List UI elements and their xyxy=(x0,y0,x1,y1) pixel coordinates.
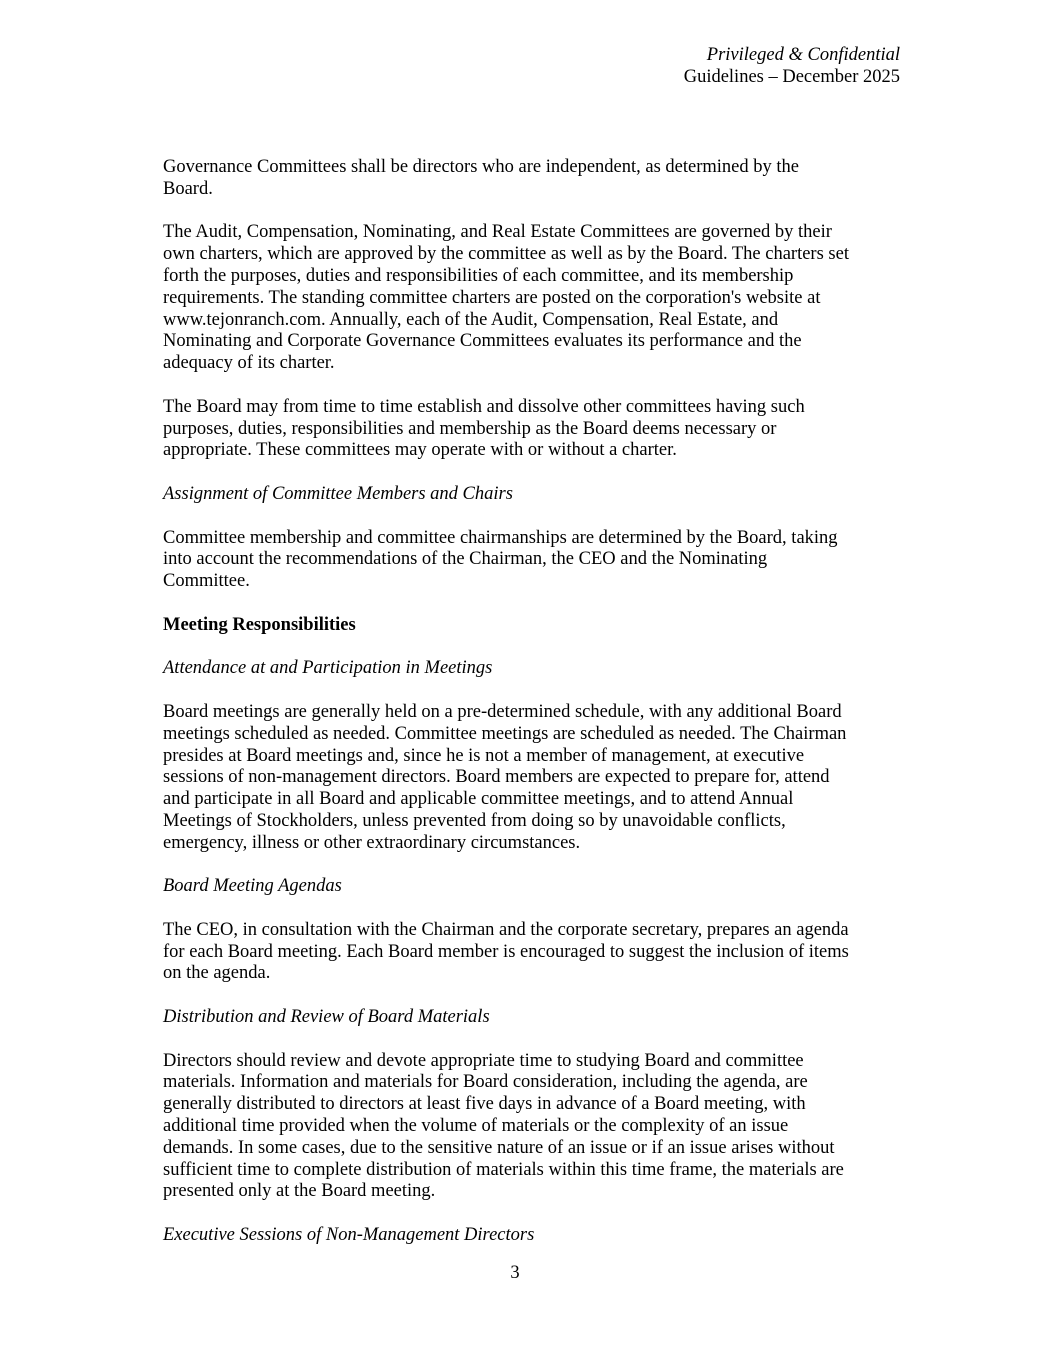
paragraph-board-materials: Directors should review and devote appropriate time to studying Board and committee materials. Information and materials for Board consideration, including the agenda, are generally distributed to directors at least five days in advance of a Board meeting, with additional time provided when the volume of materials or the complexity of an issue demands. In some cases, due to the sensitive nature of an issue or if an issue arises without sufficient time to complete distribution of materials within this time frame, the materials are presented only at the Board meeting. xyxy=(163,1050,844,1202)
confidential-label: Privileged & Confidential xyxy=(706,45,900,65)
document-body xyxy=(163,157,903,1269)
page-number: 3 xyxy=(510,1263,520,1283)
subheading-executive-sessions: Executive Sessions of Non-Management Directors xyxy=(163,1225,535,1246)
subheading-agendas: Board Meeting Agendas xyxy=(163,876,342,897)
section-heading-meeting-responsibilities: Meeting Responsibilities xyxy=(163,614,356,635)
page-header xyxy=(684,44,900,88)
paragraph-committee-charters: The Audit, Compensation, Nominating, and Real Estate Committees are governed by their own charters, which are approved by the committee as well as by the Board. The charters set forth the purposes, duties and responsibilities of each committee, and its membership requirements. The standing committee charters are posted on the corporation's website at www.tejonranch.com. Annually, each of the Audit, Compensation, Real Estate, and Nominating and Corporate Governance Committees evaluates its performance and the adequacy of its charter. xyxy=(163,222,849,374)
guidelines-date: Guidelines – December 2025 xyxy=(683,67,900,87)
paragraph-board-meetings: Board meetings are generally held on a pre-determined schedule, with any additional Board meetings scheduled as needed. Committee meetings are scheduled as needed. The Chairman presides at Board meetings and, since he is not a member of management, at executive sessions of non-management directors. Board members are expected to prepare for, attend and participate in all Board and applicable committee meetings, and to attend Annual Meetings of Stockholders, unless prevented from doing so by unavoidable conflicts, emergency, illness or other extraordinary circumstances. xyxy=(163,701,847,853)
subheading-attendance: Attendance at and Participation in Meetings xyxy=(163,658,493,679)
subheading-assignment: Assignment of Committee Members and Chairs xyxy=(163,483,513,504)
paragraph-committee-membership: Committee membership and committee chairmanships are determined by the Board, taking into account the recommendations of the Chairman, the CEO and the Nominating Committee. xyxy=(163,527,838,592)
paragraph-other-committees: The Board may from time to time establish and dissolve other committees having such purposes, duties, responsibilities and membership as the Board deems necessary or appropriate. These committees may operate with or without a charter. xyxy=(163,396,805,461)
paragraph-agendas: The CEO, in consultation with the Chairman and the corporate secretary, prepares an agenda for each Board meeting. Each Board member is encouraged to suggest the inclusion of items on the agenda. xyxy=(163,919,849,984)
paragraph-governance-continued: Governance Committees shall be directors who are independent, as determined by the Board. xyxy=(163,157,799,199)
subheading-distribution: Distribution and Review of Board Materials xyxy=(163,1007,490,1028)
